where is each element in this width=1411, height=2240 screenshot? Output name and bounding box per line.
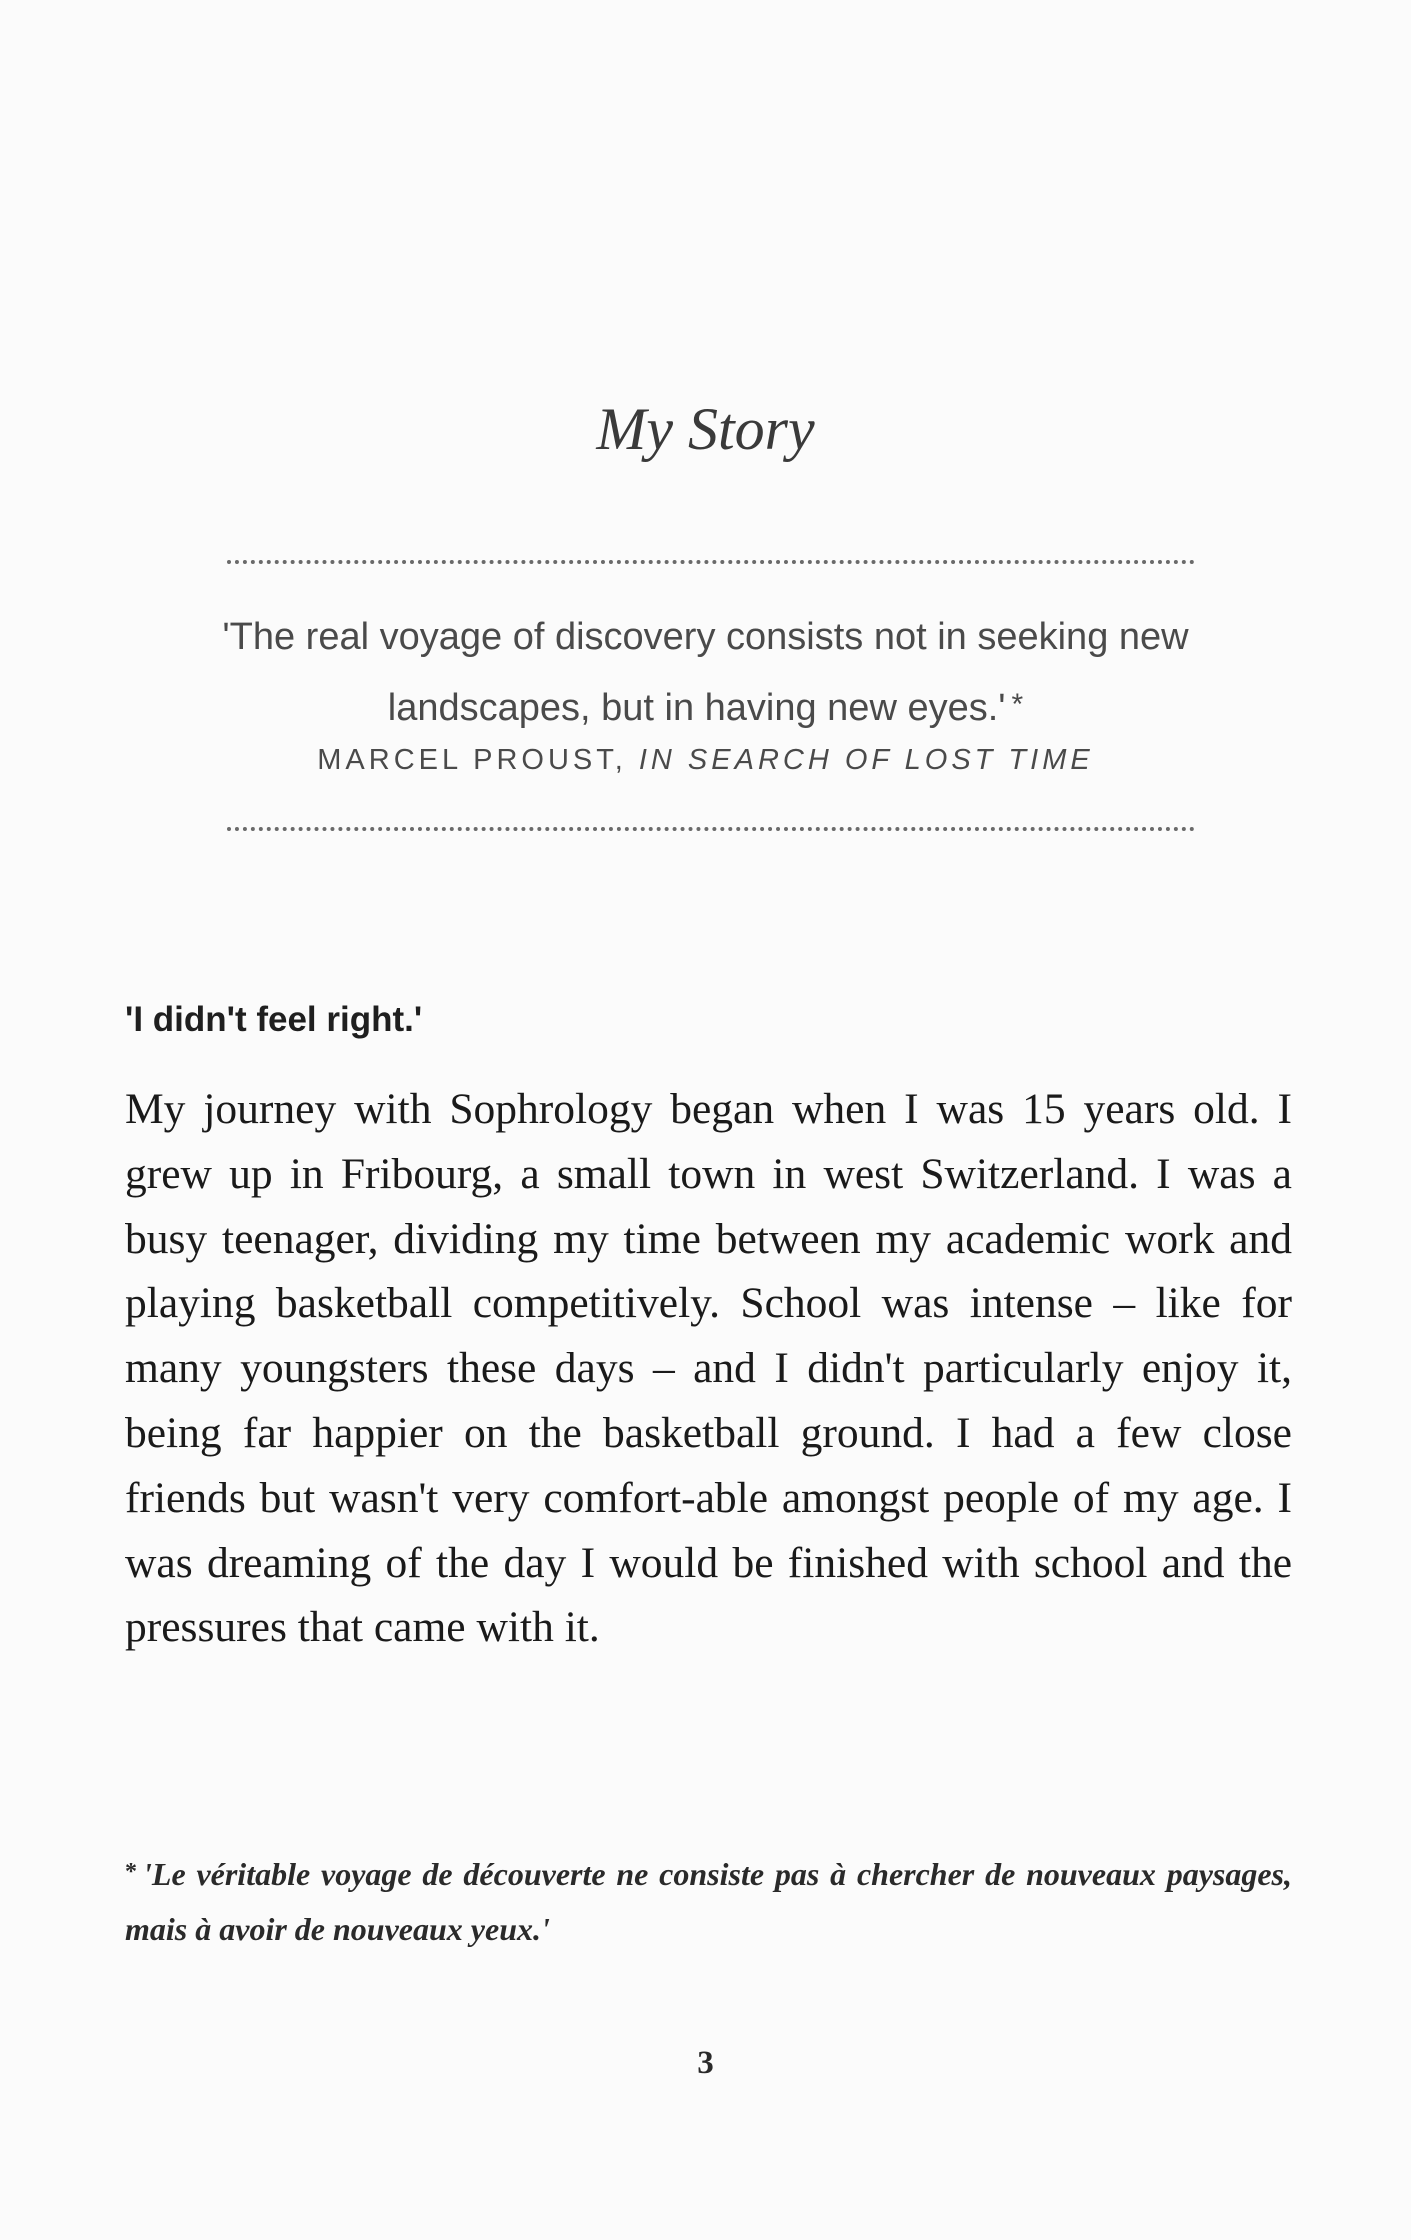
epigraph-attribution [0, 744, 1411, 777]
footnote [125, 1845, 1292, 1957]
epigraph-work-title: IN SEARCH OF LOST TIME [638, 744, 1094, 776]
epigraph-author: MARCEL PROUST, [317, 744, 627, 776]
footnote-text: 'Le véritable voyage de découverte ne consiste pas à chercher de nouveaux paysages, mais à avoir de nouveaux yeux.' [125, 1856, 1292, 1947]
epigraph-quote-text: 'The real voyage of discovery consists not in seeking new landscapes, but in having new eyes.' [222, 616, 1189, 729]
epigraph-footnote-marker: * [1011, 688, 1024, 721]
page-number: 3 [697, 2045, 714, 2081]
section-heading: 'I didn't feel right.' [125, 1000, 423, 1039]
body-paragraph: My journey with Sophrology began when I was 15 years old. I grew up in Fribourg, a small town in west Switzerland. I was a busy teenager, dividing my time between my academic work and playing basketball competitively. School was intense – like for many youngsters these days – and I didn't particularly enjoy it, being far happier on the basketball ground. I had a few close friends but wasn't very comfort-able amongst people of my age. I was dreaming of the day I would be finished with school and the pressures that came with it. [125, 1085, 1292, 1652]
epigraph-quote [150, 604, 1261, 742]
chapter-title: My Story [596, 396, 815, 462]
epigraph-bottom-divider [227, 827, 1195, 831]
epigraph-top-divider [227, 560, 1195, 564]
footnote-marker: * [125, 1859, 137, 1885]
